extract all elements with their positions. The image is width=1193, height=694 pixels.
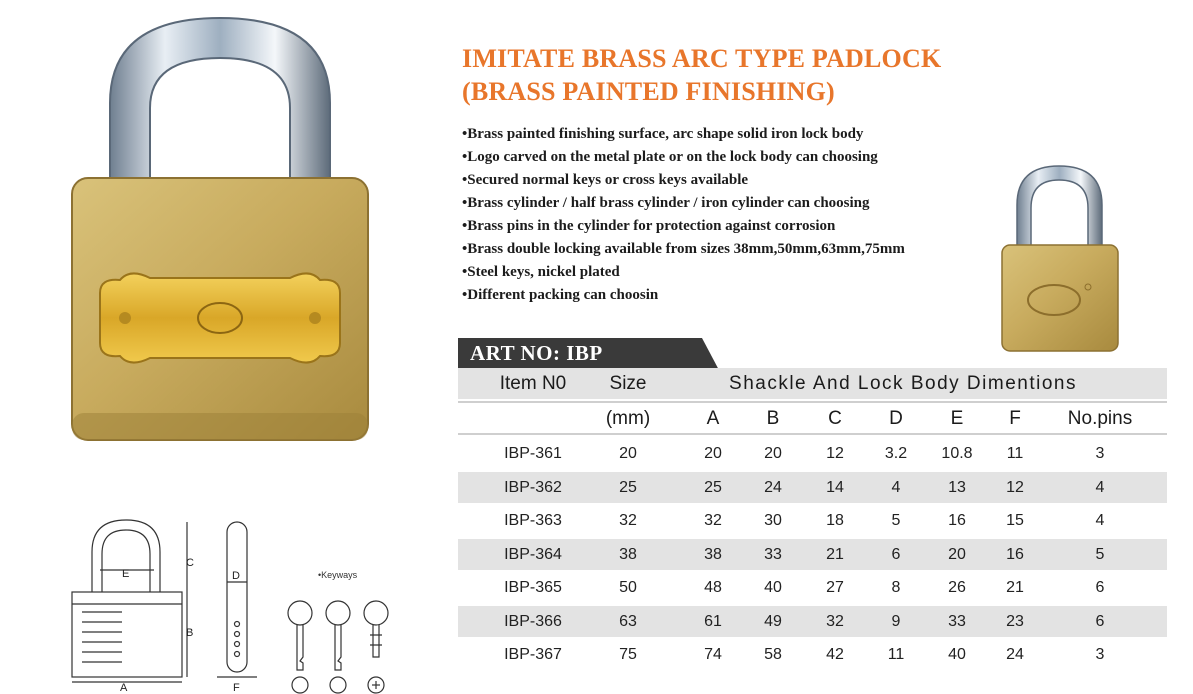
cell-size: 25 xyxy=(619,478,637,496)
cell-e: 33 xyxy=(948,612,966,630)
cell-e: 40 xyxy=(948,646,966,663)
cell-size: 75 xyxy=(619,646,637,663)
cell-e: 26 xyxy=(948,579,966,596)
cell-f: 23 xyxy=(1006,612,1024,630)
art-no-label: ART NO: IBP xyxy=(470,341,603,365)
cell-f: 11 xyxy=(1006,445,1024,462)
cell-e: 13 xyxy=(948,478,966,496)
cell-size: 38 xyxy=(619,545,637,563)
feature-item: •Brass double locking available from sizes 38mm,50mm,63mm,75mm xyxy=(462,241,905,257)
cell-c: 18 xyxy=(826,512,844,529)
cell-size: 32 xyxy=(619,512,637,529)
header-b: B xyxy=(766,408,780,429)
cell-pins: 4 xyxy=(1095,478,1105,496)
table-row xyxy=(458,438,1167,469)
cell-f: 21 xyxy=(1006,579,1024,596)
feature-item: •Brass painted finishing surface, arc shape solid iron lock body xyxy=(462,126,864,142)
feature-item: •Different packing can choosin xyxy=(462,287,659,303)
table-header-row-2 xyxy=(458,401,1167,435)
feature-item: •Secured normal keys or cross keys available xyxy=(462,172,749,188)
feature-list xyxy=(462,125,905,309)
cell-a: 38 xyxy=(704,545,722,563)
label-e: E xyxy=(122,568,130,580)
cell-b: 20 xyxy=(764,445,782,462)
cell-b: 58 xyxy=(764,646,782,663)
header-unit: (mm) xyxy=(605,408,651,429)
cell-d: 6 xyxy=(891,545,901,563)
cell-pins: 6 xyxy=(1095,579,1105,596)
cell-size: 63 xyxy=(619,612,637,630)
cell-b: 40 xyxy=(764,579,782,596)
cell-d: 4 xyxy=(891,478,901,496)
feature-item: •Brass pins in the cylinder for protection against corrosion xyxy=(462,218,836,234)
keyways-label: •Keyways xyxy=(318,570,358,580)
cell-d: 9 xyxy=(891,612,901,630)
cell-size: 20 xyxy=(619,445,637,462)
table-row xyxy=(458,505,1167,536)
cell-item: IBP-367 xyxy=(504,646,562,663)
header-f: F xyxy=(1009,408,1021,429)
cell-a: 48 xyxy=(704,579,722,596)
dimension-drawing xyxy=(62,512,262,694)
cell-item: IBP-366 xyxy=(504,612,562,630)
cell-a: 61 xyxy=(704,612,722,630)
padlock-photo-large xyxy=(70,8,370,448)
cell-a: 32 xyxy=(704,512,722,529)
table-row xyxy=(458,639,1167,670)
cell-size: 50 xyxy=(619,579,637,596)
feature-item: •Steel keys, nickel plated xyxy=(462,264,620,280)
label-c: C xyxy=(186,557,194,569)
cell-f: 15 xyxy=(1006,512,1024,529)
label-f: F xyxy=(233,682,240,694)
cell-e: 16 xyxy=(948,512,966,529)
cell-c: 32 xyxy=(826,612,844,630)
cell-b: 49 xyxy=(764,612,782,630)
cell-e: 10.8 xyxy=(941,445,973,462)
cell-d: 5 xyxy=(891,512,901,529)
header-c: C xyxy=(828,408,842,429)
table-row xyxy=(458,606,1167,637)
table-header-row-1 xyxy=(458,368,1167,399)
cell-a: 74 xyxy=(704,646,722,663)
label-d: D xyxy=(232,570,240,582)
cell-c: 14 xyxy=(826,478,844,496)
header-dimensions: Shackle And Lock Body Dimentions xyxy=(729,373,1077,394)
cell-e: 20 xyxy=(948,545,966,563)
cell-item: IBP-363 xyxy=(504,512,562,529)
cell-pins: 5 xyxy=(1095,545,1105,563)
table-row xyxy=(458,539,1167,570)
title-line-2: (BRASS PAINTED FINISHING) xyxy=(462,77,835,106)
cell-b: 24 xyxy=(764,478,782,496)
table-row xyxy=(458,472,1167,503)
header-pins: No.pins xyxy=(1067,408,1133,429)
label-a: A xyxy=(120,682,128,694)
cell-item: IBP-362 xyxy=(504,478,562,496)
padlock-photo-small xyxy=(992,160,1127,356)
header-item-no: Item N0 xyxy=(499,373,567,394)
cell-c: 42 xyxy=(826,646,844,663)
cell-f: 24 xyxy=(1006,646,1024,663)
header-e: E xyxy=(950,408,964,429)
table-row xyxy=(458,572,1167,603)
cell-item: IBP-361 xyxy=(504,445,562,462)
header-size: Size xyxy=(609,373,647,394)
cell-pins: 6 xyxy=(1095,612,1105,630)
cell-f: 16 xyxy=(1006,545,1024,563)
cell-item: IBP-365 xyxy=(504,579,562,596)
keyway-diagrams xyxy=(280,595,395,694)
cell-pins: 4 xyxy=(1095,512,1105,529)
cell-b: 30 xyxy=(764,512,782,529)
cell-c: 27 xyxy=(826,579,844,596)
header-d: D xyxy=(889,408,903,429)
feature-item: •Brass cylinder / half brass cylinder / iron cylinder can choosing xyxy=(462,195,870,211)
cell-a: 25 xyxy=(704,478,722,496)
title-line-1: IMITATE BRASS ARC TYPE PADLOCK xyxy=(462,44,942,73)
cell-item: IBP-364 xyxy=(504,545,562,563)
cell-pins: 3 xyxy=(1095,646,1105,663)
cell-b: 33 xyxy=(764,545,782,563)
cell-c: 12 xyxy=(826,445,844,462)
cell-d: 3.2 xyxy=(884,445,908,462)
feature-item: •Logo carved on the metal plate or on the lock body can choosing xyxy=(462,149,878,165)
header-a: A xyxy=(706,408,720,429)
cell-pins: 3 xyxy=(1095,445,1105,462)
cell-c: 21 xyxy=(826,545,844,563)
cell-d: 8 xyxy=(891,579,901,596)
cell-a: 20 xyxy=(704,445,722,462)
label-b: B xyxy=(186,627,194,639)
cell-d: 11 xyxy=(887,646,905,663)
product-title xyxy=(462,42,941,108)
cell-f: 12 xyxy=(1006,478,1024,496)
